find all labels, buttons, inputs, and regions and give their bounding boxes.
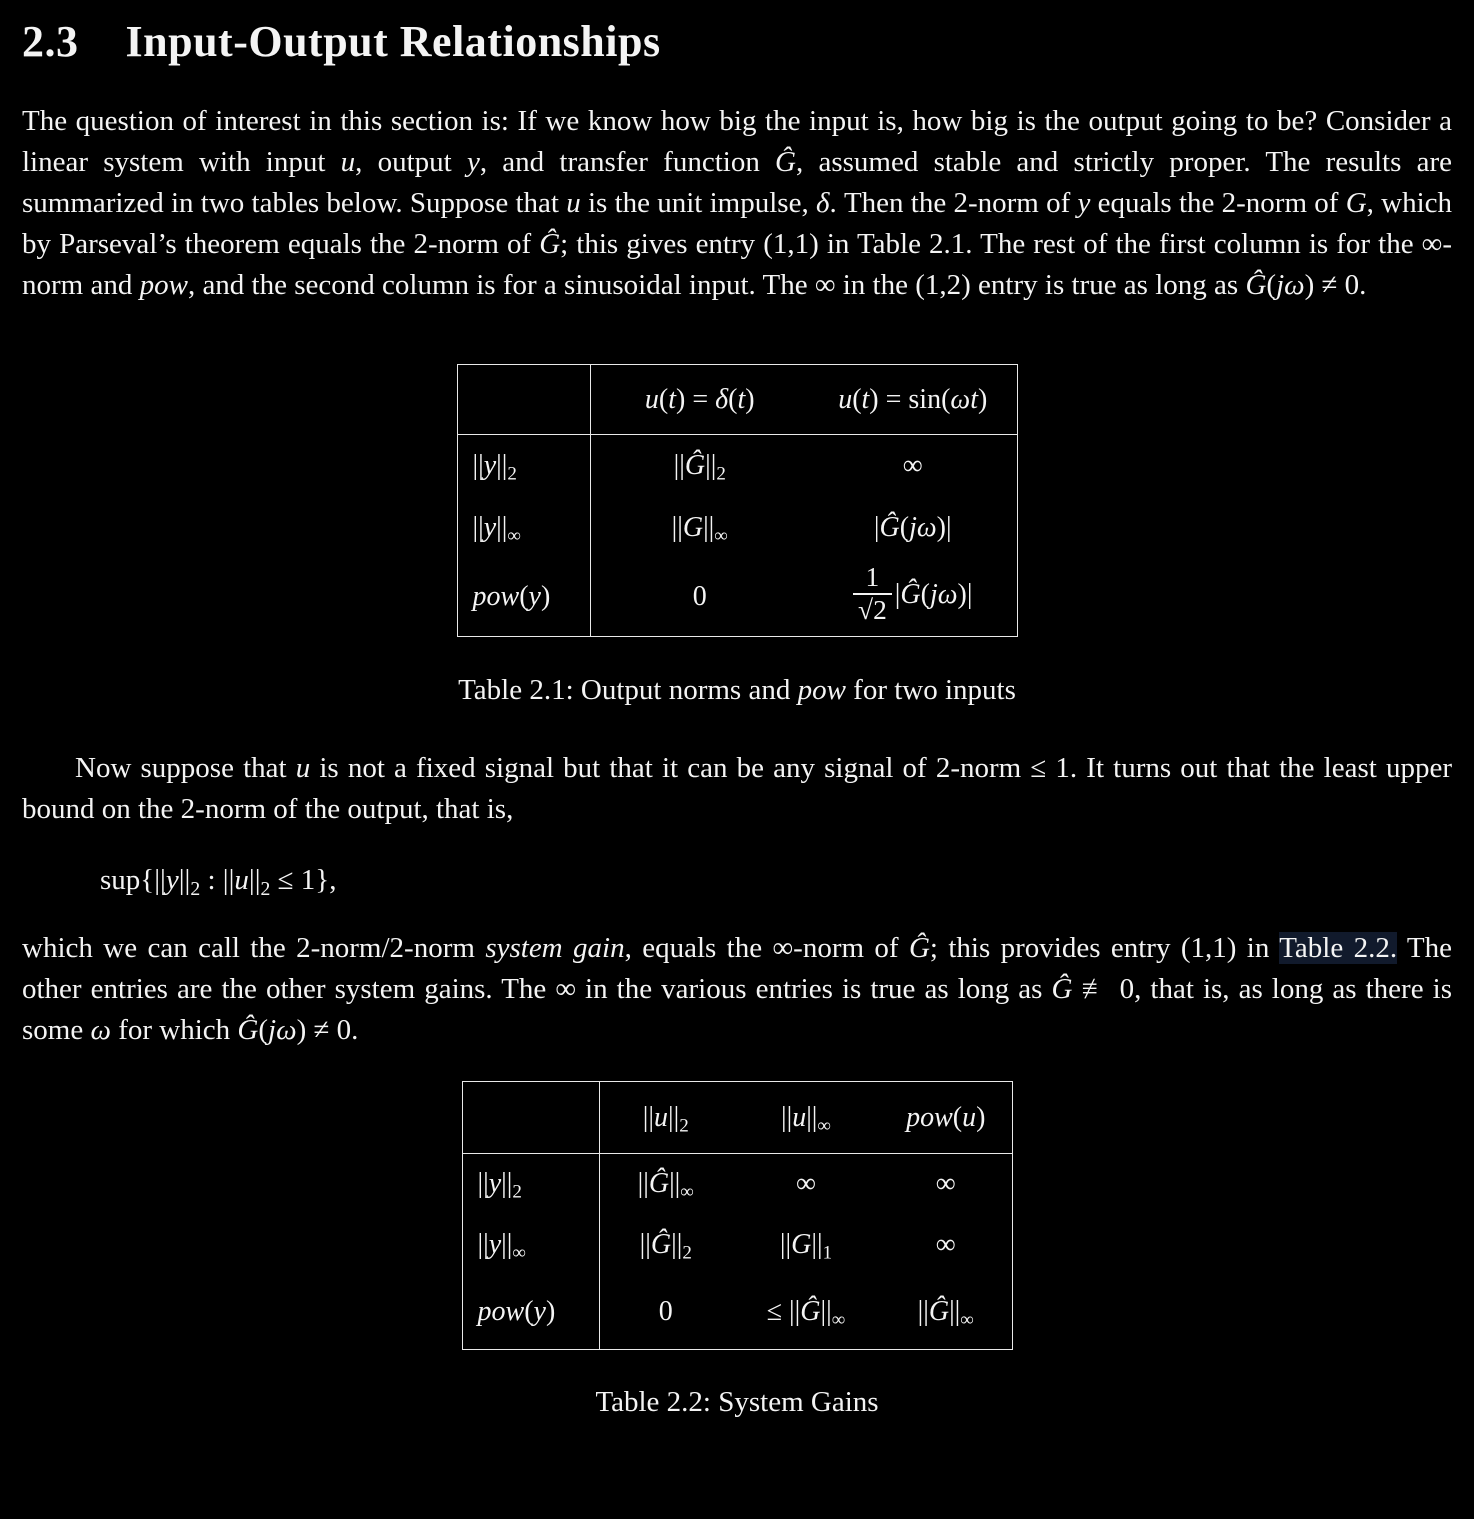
text-segment: u [295,752,311,784]
text-segment: Ĝ [928,1296,950,1328]
table-row [457,497,1017,559]
text-segment: pow [139,269,188,301]
text-segment: ∞ [796,1167,816,1199]
text-segment: ( [524,1296,534,1328]
text-segment: Table 2.1: Output norms and [458,674,798,706]
text-segment: ωt [950,383,978,415]
text-segment: || [669,1167,681,1199]
text-segment: δ [815,187,830,219]
text-segment: The question of interest in this section is: If we know how big the input is, how big is the output going to be? Consider a linear system with input [22,105,1452,178]
text-segment: ≤ 1}, [270,864,337,896]
text-segment: || [248,864,261,896]
text-segment: u [566,187,581,219]
text-segment: || [671,511,683,543]
header-cell-impulse-input [590,365,809,435]
text-segment: Ĝ [1245,269,1267,301]
text-segment: Ĝ [539,228,561,260]
table-cell [599,1276,732,1350]
header-cell-u-pow [880,1082,1012,1154]
corner-cell [462,1082,599,1154]
text-segment: , and transfer function [479,146,776,178]
row-label-cell [457,497,590,559]
text-segment: sup{ [100,864,155,896]
text-segment: u [340,146,356,178]
text-segment: || [917,1296,929,1328]
text-segment: u [838,383,853,415]
text-segment: ; this provides entry (1,1) in [929,932,1280,964]
text-segment: 0 [658,1296,673,1328]
text-segment: G [1345,187,1367,219]
header-cell-u-2norm [599,1082,732,1154]
text-segment: || [477,1228,489,1260]
text-segment: 0 [692,581,707,613]
text-segment: || [496,449,508,481]
table-cell [880,1154,1012,1214]
text-segment: ∞ [935,1228,956,1260]
text-segment: 1 [822,1242,833,1264]
section-number: 2.3 [22,17,79,66]
text-segment: G [791,1228,812,1260]
table-row [457,559,1017,637]
table-row [462,1154,1012,1214]
text-segment: ω [90,1014,111,1046]
text-segment: ) [745,383,755,415]
text-segment: || [178,864,191,896]
text-segment: || [705,449,717,481]
text-segment: || [949,1296,961,1328]
text-segment: jω [268,1014,297,1046]
row-label-cell [462,1276,599,1350]
text-segment: ) = [676,383,716,415]
text-segment: 2 [873,595,887,626]
system-gains-table [462,1081,1013,1350]
text-segment: y [466,146,480,178]
text-segment: ( [258,1014,269,1046]
table-cell [880,1214,1012,1276]
text-segment: || [806,1101,818,1133]
text-segment: ) [545,1296,556,1328]
text-segment: y [1077,187,1091,219]
text-segment: Ĝ [900,579,921,611]
text-segment: for which [110,1014,238,1046]
text-segment: ; this gives entry (1,1) in Table 2.1. The rest of the first column is for the ∞-norm and [22,228,1452,301]
text-segment: . Then the 2-norm of [829,187,1078,219]
text-segment: ) [976,1101,986,1133]
text-segment: || [780,1101,793,1133]
text-segment: : [200,864,223,896]
text-segment: 2 [716,463,726,485]
text-segment: || [472,449,484,481]
text-segment: ∞ [680,1181,694,1203]
text-segment: u [234,864,249,896]
text-segment: u [792,1101,807,1133]
text-segment: ) [540,581,551,613]
text-segment: | [894,579,901,611]
text-segment: ∞ [714,525,728,547]
text-segment: ∞ [935,1167,956,1199]
text-segment: is the unit impulse, [580,187,816,219]
corner-cell [457,365,590,435]
text-segment: || [501,1167,513,1199]
text-segment: y [483,511,497,543]
fraction-numerator [853,563,892,595]
table-cell [590,559,809,637]
text-segment: ∞ [512,1242,526,1264]
table-cell [809,559,1017,637]
text-segment: y [165,864,179,896]
text-segment: 2 [679,1115,689,1137]
table-header-row [462,1082,1012,1154]
text-segment: )| [936,511,952,543]
text-segment: | [873,511,880,543]
table-cell [599,1154,732,1214]
text-segment: which we can call the 2-norm/2-norm [22,932,486,964]
text-segment: for two inputs [845,674,1016,706]
table-2-2-link[interactable]: Table 2.2. [1279,932,1398,964]
table-header-row [457,365,1017,435]
text-segment: ( [519,581,529,613]
text-segment: pow [472,581,520,613]
table-cell [732,1276,880,1350]
text-segment: jω [929,579,958,611]
text-segment: u [962,1101,977,1133]
gain-paragraph [22,928,1452,1051]
text-segment: || [673,449,685,481]
text-segment: ) ≠ 0. [1304,269,1367,301]
text-segment: , and the second column is for a sinusoidal input. The ∞ in the (1,2) entry is true as long as [187,269,1246,301]
text-segment: || [820,1296,832,1328]
table-cell [809,435,1017,497]
text-segment: pow [906,1101,953,1133]
text-segment: ( [728,383,738,415]
text-segment: ) [977,383,988,415]
text-segment: Ĝ [1051,973,1073,1005]
text-segment: || [496,511,508,543]
text-segment: pow [797,674,846,706]
text-segment: ) ≠ 0. [296,1014,359,1046]
text-segment: ( [1266,269,1277,301]
text-segment: ( [952,1101,963,1133]
text-segment: || [637,1167,649,1199]
text-segment: , equals the ∞-norm of [624,932,909,964]
text-segment: jω [909,511,937,543]
text-segment: ∞ [902,449,923,481]
table-cell [732,1154,880,1214]
fraction-denominator [853,595,892,625]
text-segment: ( [920,579,930,611]
header-cell-u-infnorm [732,1082,880,1154]
text-segment: y [488,1228,502,1260]
text-segment: ( [658,383,669,415]
text-segment: ( [899,511,910,543]
text-segment: ∞ [960,1309,974,1331]
text-segment: || [642,1101,654,1133]
text-segment: ∞ [817,1115,831,1137]
text-segment: || [639,1228,651,1260]
sup-equation [100,860,1452,901]
text-segment: || [703,511,715,543]
row-label-cell [462,1214,599,1276]
text-segment: t [668,383,677,415]
text-segment: y [488,1167,502,1199]
text-segment: )| [957,579,973,611]
text-segment: is not a fixed signal but that it can be any signal of 2-norm ≤ 1. It turns out that the least upper bound on the 2-norm of the output, that is, [22,752,1452,825]
text-segment: || [811,1228,823,1260]
table-row [462,1276,1012,1350]
text-segment: jω [1276,269,1305,301]
section-title: Input-Output Relationships [125,17,661,66]
text-segment: t [737,383,746,415]
text-segment: || [222,864,235,896]
text-segment: system gain [485,932,625,964]
text-segment: Ĝ [775,146,796,178]
table-cell [599,1214,732,1276]
text-segment: 2 [507,463,517,485]
text-segment: Ĝ [648,1167,670,1199]
text-segment: || [472,511,484,543]
text-segment: Now suppose that [75,752,296,784]
output-norms-table [457,364,1018,637]
text-segment: , assumed stable and strictly proper. The results are summarized in two tables below. Suppose that [22,146,1452,219]
text-segment: y [483,449,497,481]
text-segment: y [528,581,541,613]
header-cell-sinusoid-input [809,365,1017,435]
table-cell [880,1276,1012,1350]
text-segment: || [667,1101,680,1133]
text-segment: 2 [260,877,271,900]
text-segment: || [671,1228,683,1260]
text-segment: 2 [682,1242,692,1264]
text-segment: , which by Parseval’s theorem equals the 2-norm of [22,187,1453,260]
table-cell [590,435,809,497]
section-heading [22,16,1452,67]
table-cell [732,1214,880,1276]
text-segment: 2 [512,1181,522,1203]
text-segment: equals the 2-norm of [1090,187,1346,219]
text-segment: t [861,383,870,415]
text-segment: || [501,1228,513,1260]
text-segment: δ [715,383,729,415]
text-segment: Ĝ [684,449,706,481]
middle-paragraph [22,748,1452,830]
text-segment: u [653,1101,668,1133]
text-segment: ≢ 0, that is, as long as there is some [22,973,1452,1046]
text-segment: || [779,1228,792,1260]
text-segment: Ĝ [650,1228,672,1260]
table-row [462,1214,1012,1276]
text-segment: || [477,1167,489,1199]
text-segment: Ĝ [879,511,900,543]
text-segment: ∞ [831,1309,846,1331]
table-2-1-caption [22,670,1452,710]
text-segment: G [682,511,704,543]
text-segment: ( [852,383,862,415]
text-segment: Table 2.2: System Gains [595,1386,879,1418]
text-segment: y [533,1296,546,1328]
table-cell [590,497,809,559]
row-label-cell [462,1154,599,1214]
row-label-cell [457,435,590,497]
text-segment: ∞ [507,525,521,547]
text-segment: Ĝ [237,1014,259,1046]
table-row [457,435,1017,497]
text-segment: , output [355,146,467,178]
text-segment: √ [858,595,874,626]
intro-paragraph [22,101,1452,306]
text-segment: 2 [190,877,201,900]
table-2-2-caption [22,1382,1452,1422]
text-segment: u [644,383,659,415]
text-segment: ) = sin( [869,383,951,415]
text-segment: pow [477,1296,525,1328]
text-segment: 1 [865,562,880,593]
text-segment: Ĝ [800,1296,821,1328]
text-segment: Ĝ [908,932,930,964]
table-cell [809,497,1017,559]
fraction [853,563,892,625]
text-segment: || [154,864,166,896]
text-segment: ≤ || [766,1296,801,1328]
text-segment: The other entries are the other system gains. The ∞ in the various entries is true as long as [22,932,1453,1005]
row-label-cell [457,559,590,637]
